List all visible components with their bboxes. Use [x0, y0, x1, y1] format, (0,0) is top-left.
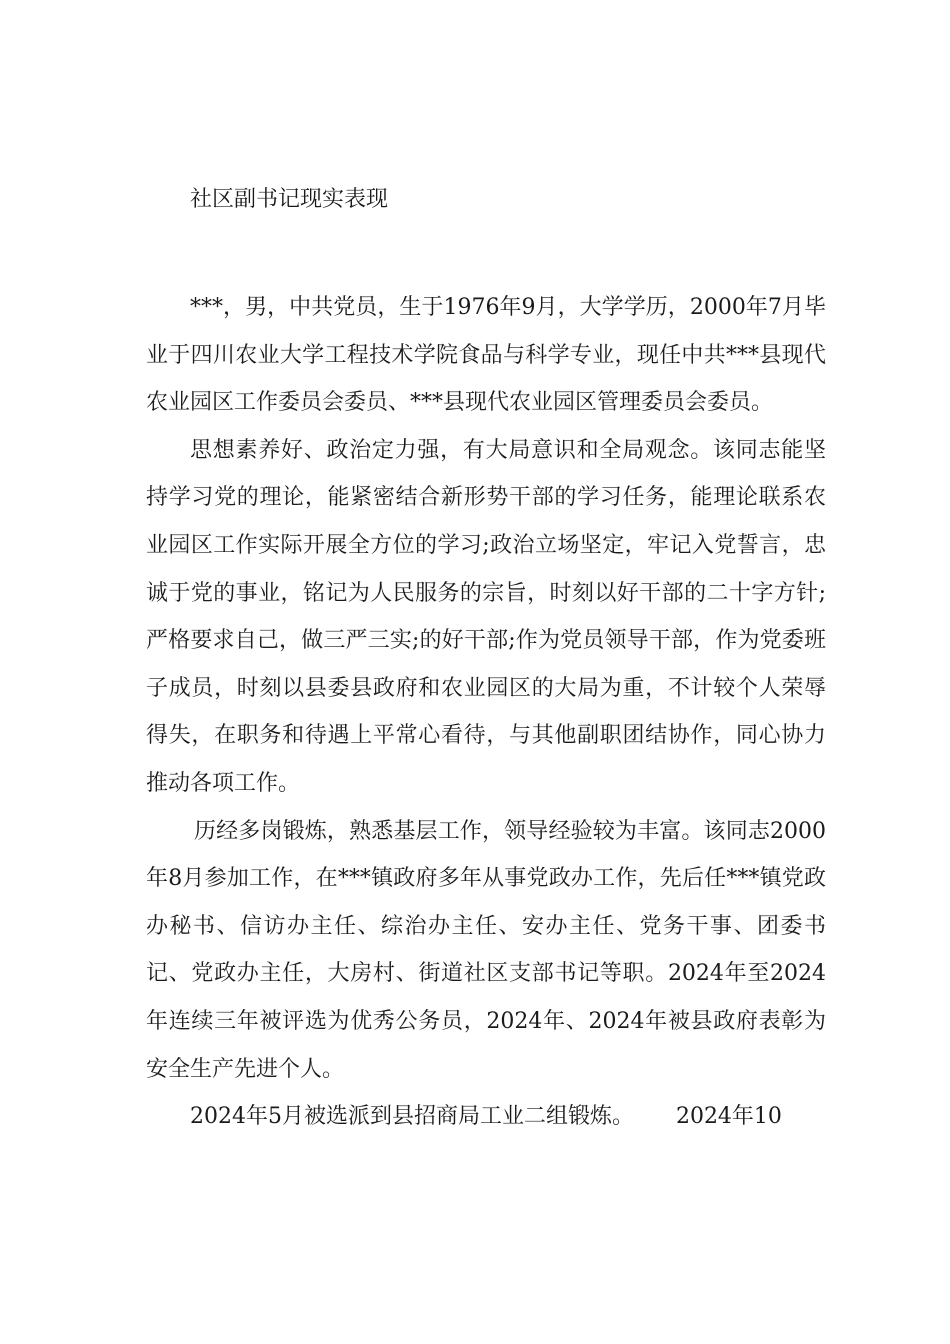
paragraph-assignment: 2024年5月被选派到县招商局工业二组锻炼。 2024年10	[190, 1104, 782, 1130]
paragraph-political-quality: 思想素养好、政治定力强，有大局意识和全局观念。该同志能坚持学习党的理论，能紧密结合新形势干部的学习任务，能理论联系农业园区工作实际开展全方位的学习;政治立场坚定，牢记入党誓言，忠诚于党的事业，铭记为人民服务的宗旨，时刻以好干部的二十字方针;严格要求自己，做三严三实;的好干部;作为党员领导干部，作为党委班子成员，时刻以县委县政府和农业园区的大局为重，不计较个人荣辱得失，在职务和待遇上平常心看待，与其他副职团结协作，同心协力推动各项工作。	[146, 437, 826, 796]
document-body	[146, 284, 826, 1141]
paragraph-personal-info: ***，男，中共党员，生于1976年9月，大学学历，2000年7月毕业于四川农业大学工程技术学院食品与科学专业，现任中共***县现代农业园区工作委员会委员、***县现代农业园区管理委员会委员。	[146, 295, 826, 416]
document-title: 社区副书记现实表现	[190, 187, 389, 212]
paragraph-work-experience: 历经多岗锻炼，熟悉基层工作，领导经验较为丰富。该同志2000年8月参加工作，在***镇政府多年从事党政办工作，先后任***镇党政办秘书、信访办主任、综治办主任、安办主任、党务干事、团委书记、党政办主任，大房村、街道社区支部书记等职。2024年至2024年连续三年被评选为优秀公务员，2024年、2024年被县政府表彰为安全生产先进个人。	[146, 818, 826, 1082]
